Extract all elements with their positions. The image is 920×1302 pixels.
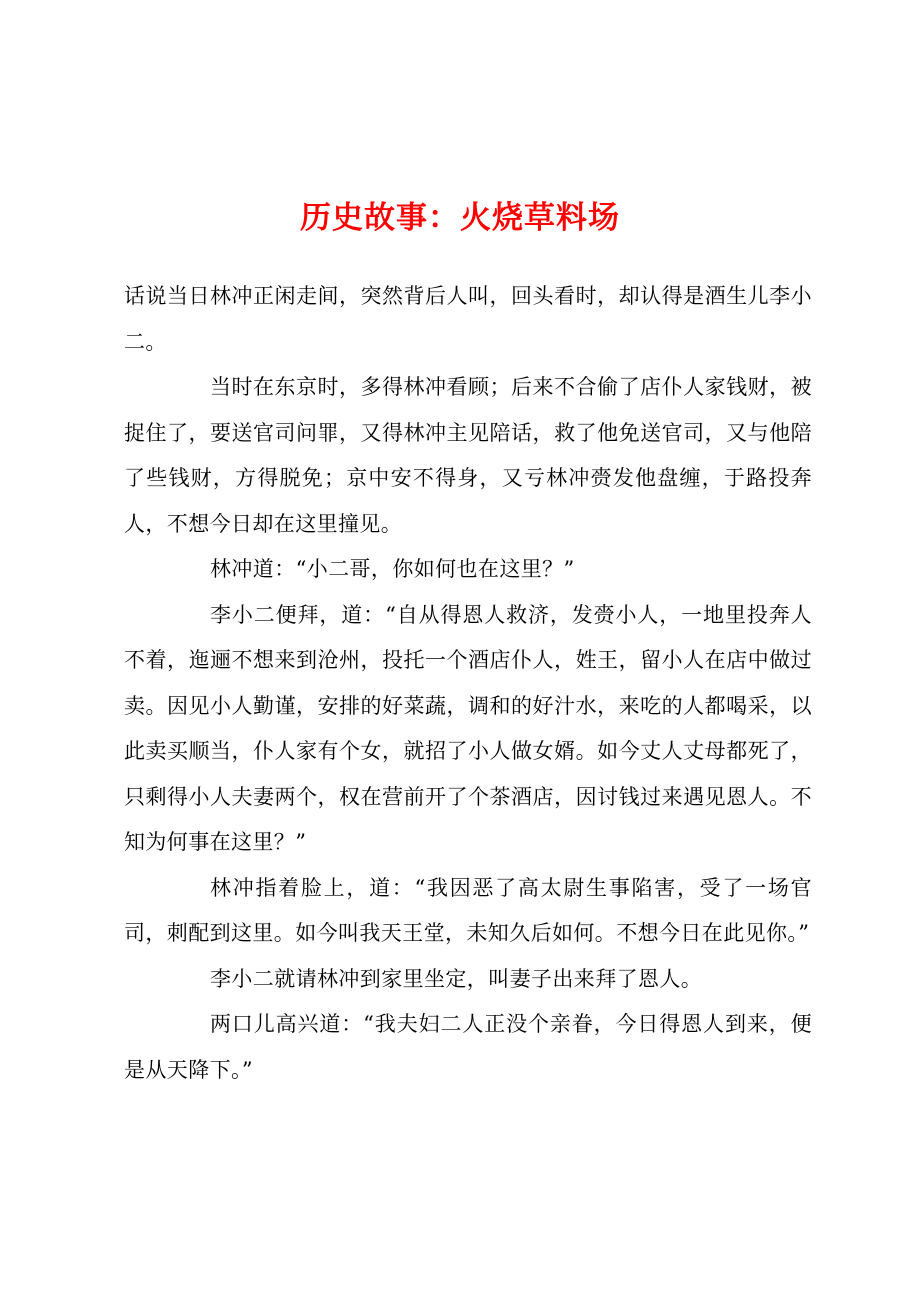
paragraph-1: 话说当日林冲正闲走间，突然背后人叫，回头看时，却认得是酒生儿李小二。 xyxy=(124,284,812,354)
document-title: 历史故事：火烧草料场 xyxy=(300,200,620,236)
document-body xyxy=(124,274,812,1093)
paragraph-7: 两口儿高兴道：“我夫妇二人正没个亲眷，今日得恩人到来，便是从天降下。” xyxy=(124,1012,812,1082)
paragraph-2: 当时在东京时，多得林冲看顾；后来不合偷了店仆人家钱财，被捉住了，要送官司问罪，又得林冲主见陪话，救了他免送官司，又与他陪了些钱财，方得脱免；京中安不得身，又亏林冲赍发他盘缠，于路投奔人，不想今日却在这里撞见。 xyxy=(124,375,812,536)
paragraph-4: 李小二便拜，道：“自从得恩人救济，发赍小人，一地里投奔人不着，迤逦不想来到沧州，投托一个酒店仆人，姓王，留小人在店中做过卖。因见小人勤谨，安排的好菜蔬，调和的好汁水，来吃的人都喝采，以此卖买顺当，仆人家有个女，就招了小人做女婿。如今丈人丈母都死了，只剩得小人夫妻两个，权在营前开了个茶酒店，因讨钱过来遇见恩人。不知为何事在这里？” xyxy=(124,602,812,854)
paragraph-3: 林冲道：“小二哥，你如何也在这里？” xyxy=(210,557,575,581)
paragraph-6: 李小二就请林冲到家里坐定，叫妻子出来拜了恩人。 xyxy=(210,966,703,991)
paragraph-5: 林冲指着脸上，道：“我因恶了高太尉生事陷害，受了一场官司，刺配到这里。如今叫我天王堂，未知久后如何。不想今日在此见你。” xyxy=(124,875,812,945)
